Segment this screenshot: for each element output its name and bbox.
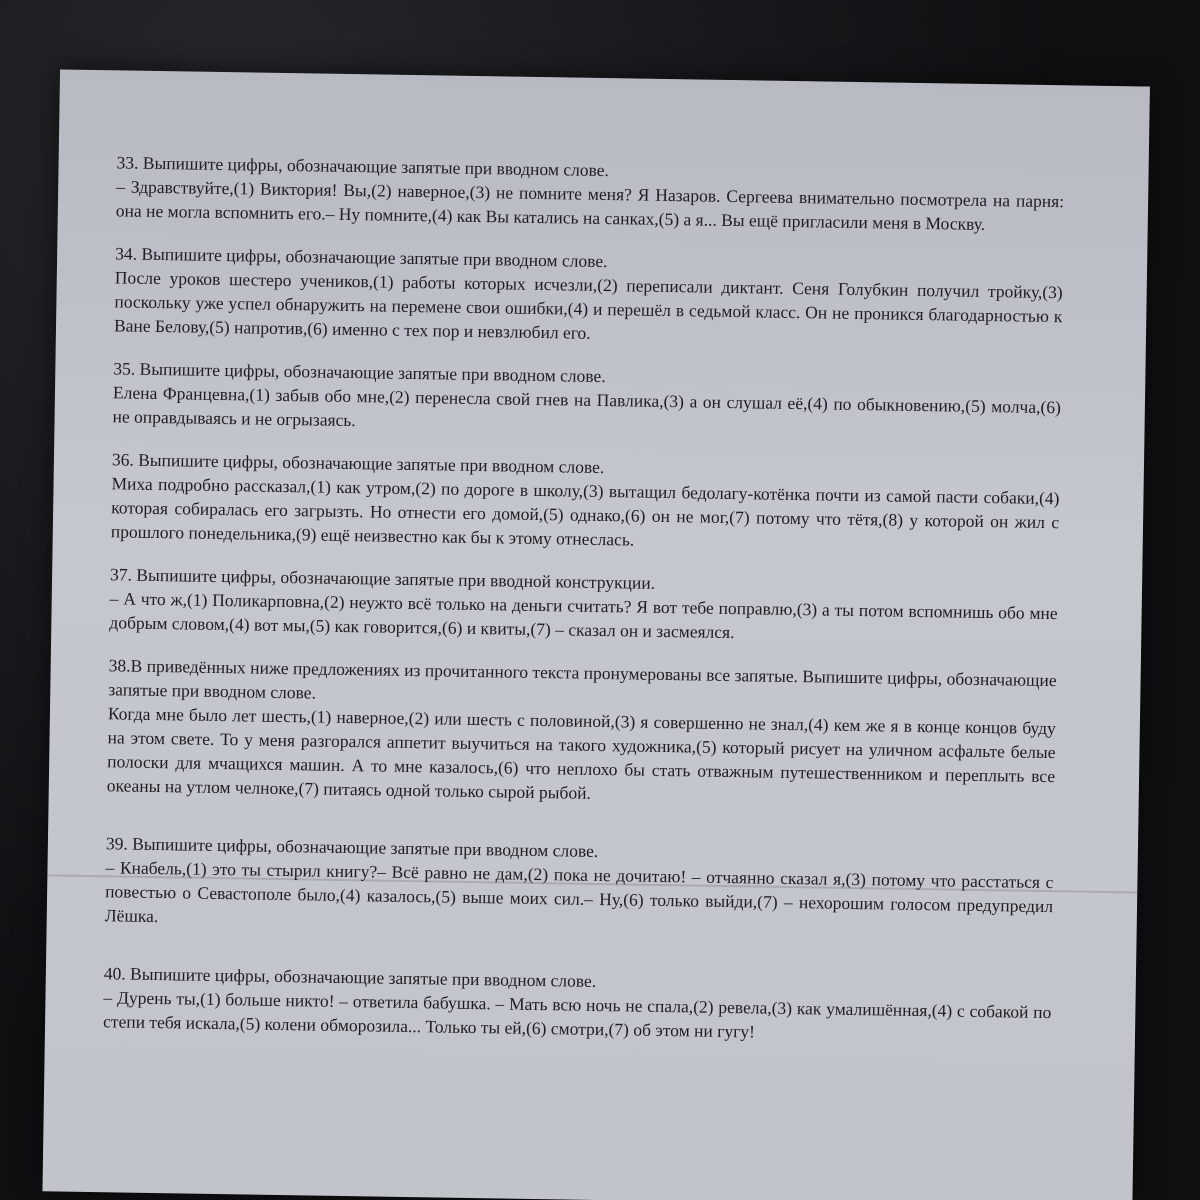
task-36 [111, 447, 1060, 558]
task-title: 34. Выпишите цифры, обозначающие запятые при вводном слове. [115, 243, 608, 272]
task-text: Когда мне было лет шесть,(1) наверное,(2) или шесть с половиной,(3) я совершенно не знал,(4) кем же я в конце концов буду на этом свете. То у меня разгорался аппетит выучиться на такого художника,(5) который рисует на уличном асфальте белые полоски для мчащихся машин. А то мне казалось,(6) что неплохо бы стать отважным путешественником и переплыть все океаны на утлом челноке,(7) питаясь одной только сырой рыбой. [106, 703, 1057, 803]
task-text: – Кнабель,(1) это ты стырил книгу?– Всё равно не дам,(2) пока не дочитаю! – отчаянно сказал я,(3) потому что расстаться с повестью о Севастополе было,(4) казалось,(5) выше моих сил.– Ну,(6) только выйди,(7) – нехорошим голосом предупредил Лёшка. [104, 857, 1054, 927]
task-34 [114, 241, 1063, 352]
task-39 [105, 831, 1054, 942]
task-33 [116, 150, 1065, 237]
paper-sheet [42, 69, 1149, 1200]
task-text: Миха подробно рассказал,(1) как утром,(2) по дороге в школу,(3) вытащил бедолагу-котёнка почти из самой пасти собаки,(4) которая собиралась его загрызть. Но отнести его домой,(5) однако,(6) он не мог,(7) потому что тётя,(8) у которой он жил с прошлого понедельника,(9) ещё неизвестно как бы к этому отнеслась. [110, 473, 1060, 550]
task-text: Елена Францевна,(1) забыв обо мне,(2) перенесла свой гнев на Павлика,(3) а он слушал её,(4) по обыкновению,(5) молча,(6) не оправдываясь и не огрызаясь. [112, 382, 1062, 431]
task-text: – Дурень ты,(1) больше никто! – ответила бабушка. – Мать всю ночь не спала,(2) ревела,(3) как умалишённая,(4) с собакой по степи тебя искала,(5) колени обморозила... Только ты ей,(6) смотри,(7) об этом ни гугу! [102, 987, 1052, 1042]
task-title: 33. Выпишите цифры, обозначающие запятые при вводном слове. [116, 152, 610, 181]
task-37 [109, 562, 1058, 649]
task-text: – Здравствуйте,(1) Виктория! Вы,(2) наверное,(3) не помните меня? Я Назаров. Сергеева внимательно посмотрела на парня: она не могла вспомнить его.– Ну помните,(4) как Вы катались на санках,(5) а я... Вы ещё пригласили меня в Москву. [115, 176, 1065, 234]
task-title: 39. Выпишите цифры, обозначающие запятые при вводном слове. [105, 833, 599, 861]
task-35 [112, 356, 1061, 443]
task-title: 37. Выпишите цифры, обозначающие запятые при вводной конструкции. [109, 564, 656, 593]
exercise-list [103, 150, 1065, 1067]
task-38 [107, 653, 1057, 812]
task-title: 36. Выпишите цифры, обозначающие запятые при вводном слове. [111, 449, 605, 478]
task-title: 35. Выпишите цифры, обозначающие запятые при вводном слове. [113, 358, 606, 387]
task-text: – А что ж,(1) Поликарповна,(2) неужто всё только на деньги считать? Я вот тебе поправлю,(3) а ты потом вспомнишь обо мне добрым словом,(4) вот мы,(5) как говорится,(6) и квиты,(7) – сказал он и засмеялся. [109, 588, 1058, 643]
task-title: 40. Выпишите цифры, обозначающие запятые при вводном слове. [103, 963, 597, 991]
task-text: После уроков шестеро учеников,(1) работы которых исчезли,(2) переписали диктант. Сеня Голубкин получил тройку,(3) поскольку уже успел обнаружить на перемене свои ошибки,(4) и перешёл в седьмой класс. Он не проникся благодарностью к Ване Белову,(5) напротив,(6) именно с тех пор и невзлюбил его. [113, 267, 1063, 343]
task-40 [103, 961, 1052, 1048]
task-title: 38.В приведённых ниже предложениях из прочитанного текста пронумерованы все запятые. Выпишите цифры, обозначающие запятые при вводном слове. [108, 655, 1057, 703]
